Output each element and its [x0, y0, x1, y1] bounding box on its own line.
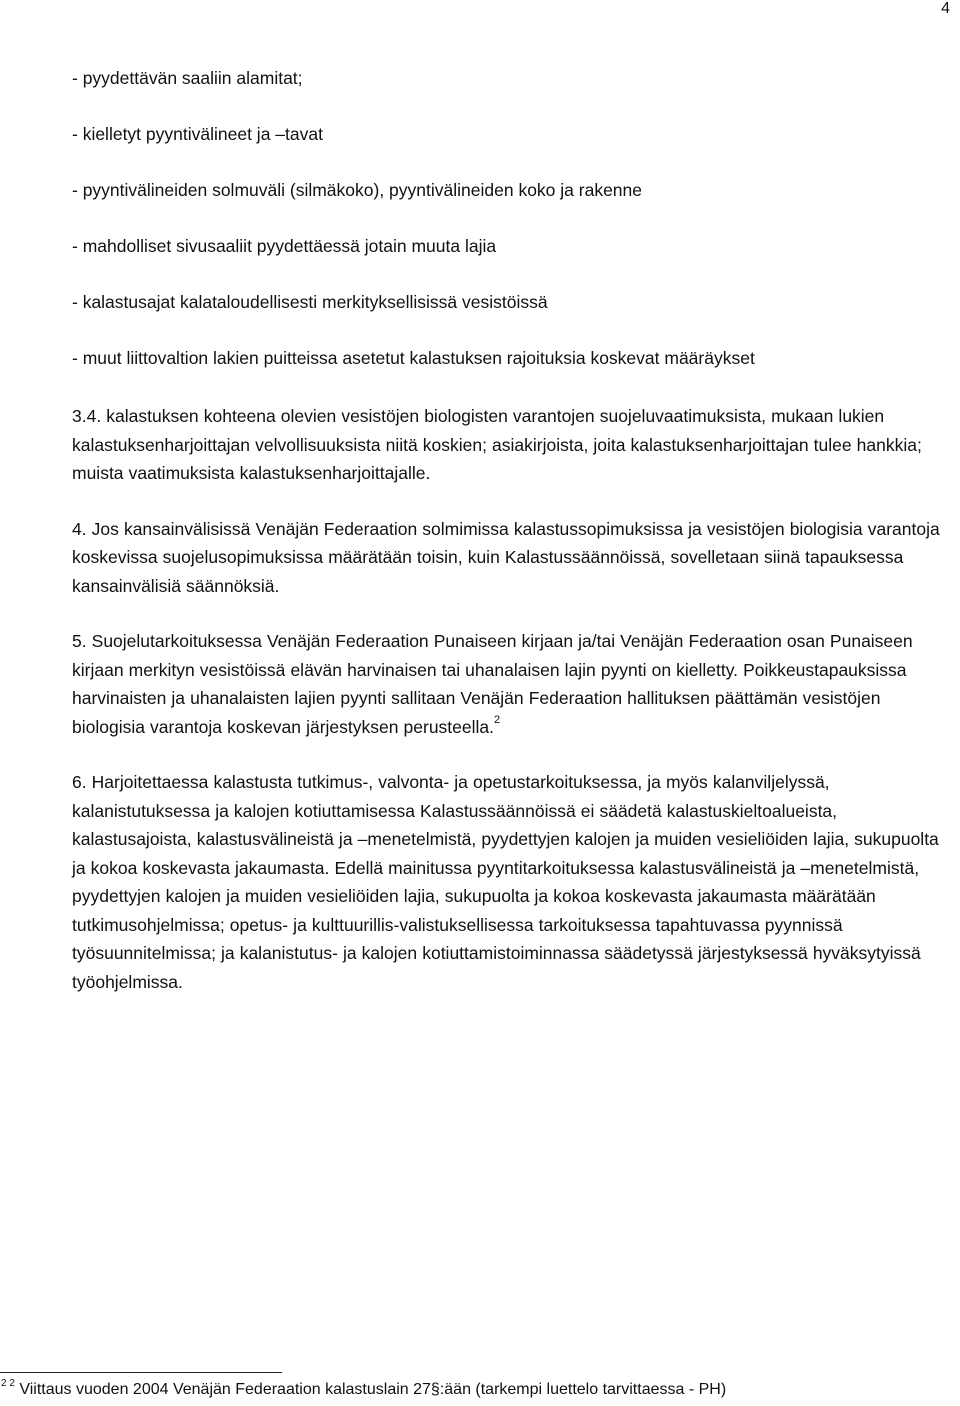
list-item: - kalastusajat kalataloudellisesti merkityksellisissä vesistöissä — [72, 292, 548, 312]
document-body — [72, 66, 948, 1023]
list-item: - pyyntivälineiden solmuväli (silmäkoko), pyyntivälineiden koko ja rakenne — [72, 180, 642, 200]
footnote-marker: 2 2 — [1, 1378, 15, 1389]
list-item: - kielletyt pyyntivälineet ja –tavat — [72, 124, 323, 144]
list-item: - mahdolliset sivusaaliit pyydettäessä jotain muuta lajia — [72, 236, 497, 256]
page-number: 4 — [941, 0, 950, 17]
list-item: - muut liittovaltion lakien puitteissa asetetut kalastuksen rajoituksia koskevat määräykset — [72, 348, 755, 368]
footnote — [1, 1380, 726, 1400]
paragraph-6: 6. Harjoitettaessa kalastusta tutkimus-, valvonta- ja opetustarkoituksessa, ja myös kalanviljelyssä, kalanistutuksessa ja kalojen kotiuttamisessa Kalastussäännöissä ei säädetä kalastuskieltoalueista, kalastusajoista, kalastusvälineistä ja –menetelmistä, pyydettyjen kalojen ja muiden vesieliöiden lajia, sukupuolta ja kokoa koskevasta jakaumasta. Edellä mainitussa pyyntitarkoituksessa kalastusvälineistä ja –menetelmistä, pyydettyjen kalojen ja muiden vesieliöiden lajia, sukupuolta ja kokoa koskevasta jakaumasta määrätään tutkimusohjelmissa; opetus- ja kulttuurillis-valistuksellisessa tarkoituksessa tapahtuvassa pyynnissä työsuunnitelmissa; ja kalanistutus- ja kalojen kotiuttamistoiminnassa säädetyssä järjestyksessä hyväksytyissä työohjelmissa. — [72, 772, 939, 992]
paragraph-5 — [72, 627, 948, 741]
footnote-text: Viittaus vuoden 2004 Venäjän Federaation kalastuslain 27§:ään (tarkempi luettelo tarvittaessa - PH) — [19, 1381, 727, 1398]
paragraph-3-4: 3.4. kalastuksen kohteena olevien vesistöjen biologisten varantojen suojeluvaatimuksista, mukaan lukien kalastuksenharjoittajan velvollisuuksista niitä koskien; asiakirjoista, joita kalastuksenharjoittajan tulee hankkia; muista vaatimuksista kalastuksenharjoittajalle. — [72, 406, 922, 483]
paragraph-4: 4. Jos kansainvälisissä Venäjän Federaation solmimissa kalastussopimuksissa ja vesistöjen biologisia varantoja koskevissa suojelusopimuksissa määrätään toisin, kuin Kalastussäännöissä, sovelletaan siinä tapauksessa kansainvälisiä säännöksiä. — [72, 518, 940, 596]
list-item: - pyydettävän saaliin alamitat; — [72, 68, 303, 88]
paragraph-5-text: 5. Suojelutarkoituksessa Venäjän Federaation Punaiseen kirjaan ja/tai Venäjän Federaation osan Punaiseen kirjaan merkityn vesistöissä elävän harvinaisen tai uhanalaisen lajin pyynti on kielletty. Poikkeustapauksissa harvinaisten ja uhanalaisten lajien pyynti sallitaan Venäjän Federaation hallituksen päättämän vesistöjen biologisia varantoja koskevan järjestyksen perusteella. — [72, 631, 913, 737]
footnote-separator — [0, 1372, 282, 1373]
footnote-reference[interactable]: 2 — [494, 713, 501, 726]
